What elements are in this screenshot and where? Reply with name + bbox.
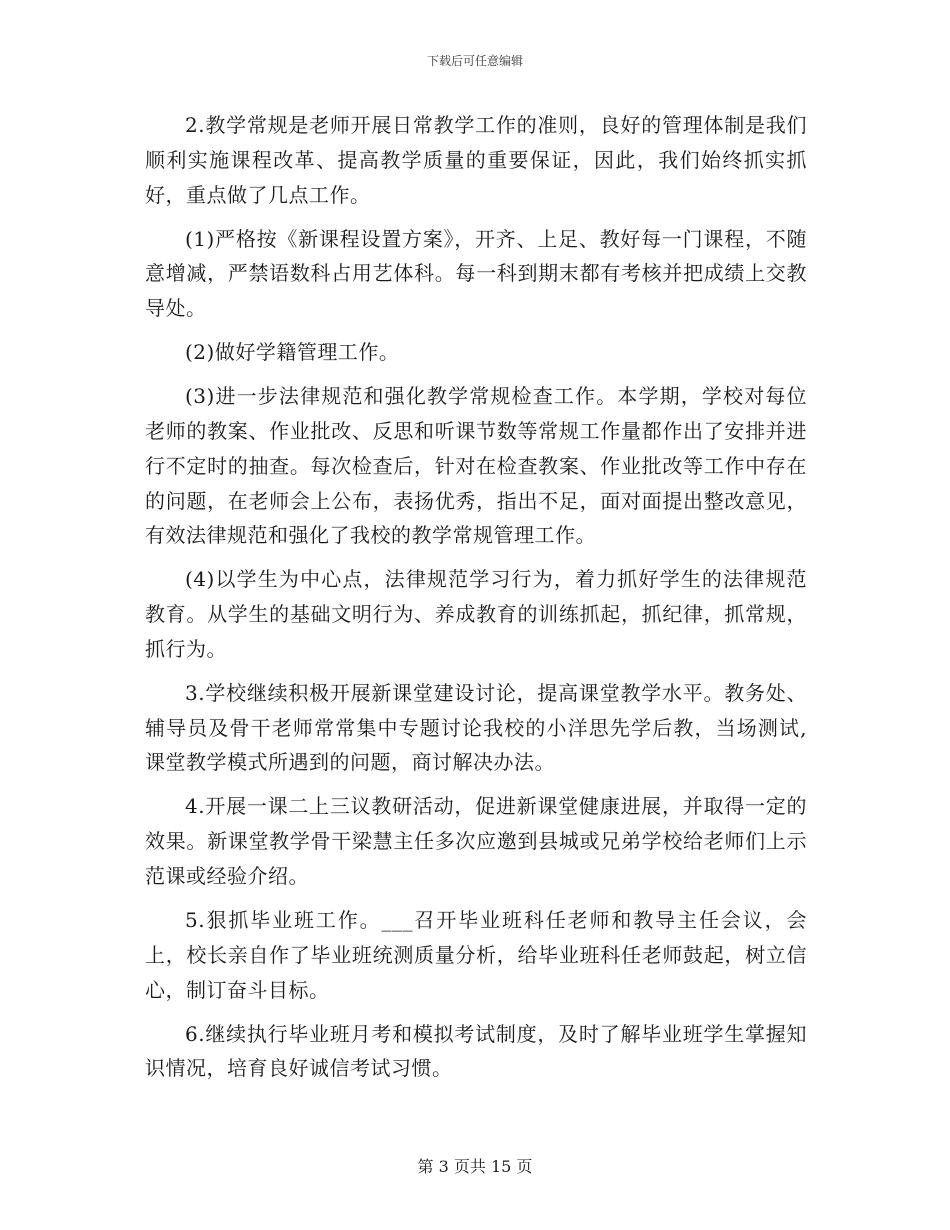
paragraph-subitem-1: (1)严格按《新课程设置方案》，开齐、上足、教好每一门课程，不随意增减，严禁语数科占用艺体科。每一科到期末都有考核并把成绩上交教导处。 xyxy=(145,226,807,321)
paragraph-item-2: 2.教学常规是老师开展日常教学工作的准则，良好的管理体制是我们顺利实施课程改革、提高教学质量的重要保证，因此，我们始终抓实抓好，重点做了几点工作。 xyxy=(145,113,807,207)
paragraph-item-5: 5.狠抓毕业班工作。___召开毕业班科任老师和教导主任会议，会上，校长亲自作了毕业班统测质量分析，给毕业班科任老师鼓起，树立信心，制订奋斗目标。 xyxy=(145,908,807,1002)
paragraph-item-4: 4.开展一课二上三议教研活动，促进新课堂健康进展，并取得一定的效果。新课堂教学骨干梁慧主任多次应邀到县城或兄弟学校给老师们上示范课或经验介绍。 xyxy=(145,794,807,889)
paragraph-subitem-2: (2)做好学籍管理工作。 xyxy=(185,340,400,365)
paragraph-subitem-3: (3)进一步法律规范和强化教学常规检查工作。本学期，学校对每位老师的教案、作业批改、反思和听课节数等常规工作量都作出了安排并进行不定时的抽查。每次检查后，针对在检查教案、作业批改等工作中存在的问题，在老师会上公布，表扬优秀，指出不足，面对面提出整改意见，有效法律规范和强化了我校的教学常规管理工作。 xyxy=(145,384,807,548)
page-header: 下载后可任意编辑 xyxy=(426,54,523,68)
paragraph-item-3: 3.学校继续积极开展新课堂建设讨论，提高课堂教学水平。教务处、辅导员及骨干老师常常集中专题讨论我校的小洋思先学后教，当场测试,课堂教学模式所遇到的问题，商讨解决办法。 xyxy=(145,680,807,775)
paragraph-item-6: 6.继续执行毕业班月考和模拟考试制度，及时了解毕业班学生掌握知识情况，培育良好诚信考试习惯。 xyxy=(145,1021,807,1081)
paragraph-subitem-4: (4)以学生为中心点，法律规范学习行为，着力抓好学生的法律规范教育。从学生的基础文明行为、养成教育的训练抓起，抓纪律，抓常规，抓行为。 xyxy=(145,567,807,661)
page-number: 第 3 页共 15 页 xyxy=(417,1157,533,1176)
document-body xyxy=(145,108,807,1095)
